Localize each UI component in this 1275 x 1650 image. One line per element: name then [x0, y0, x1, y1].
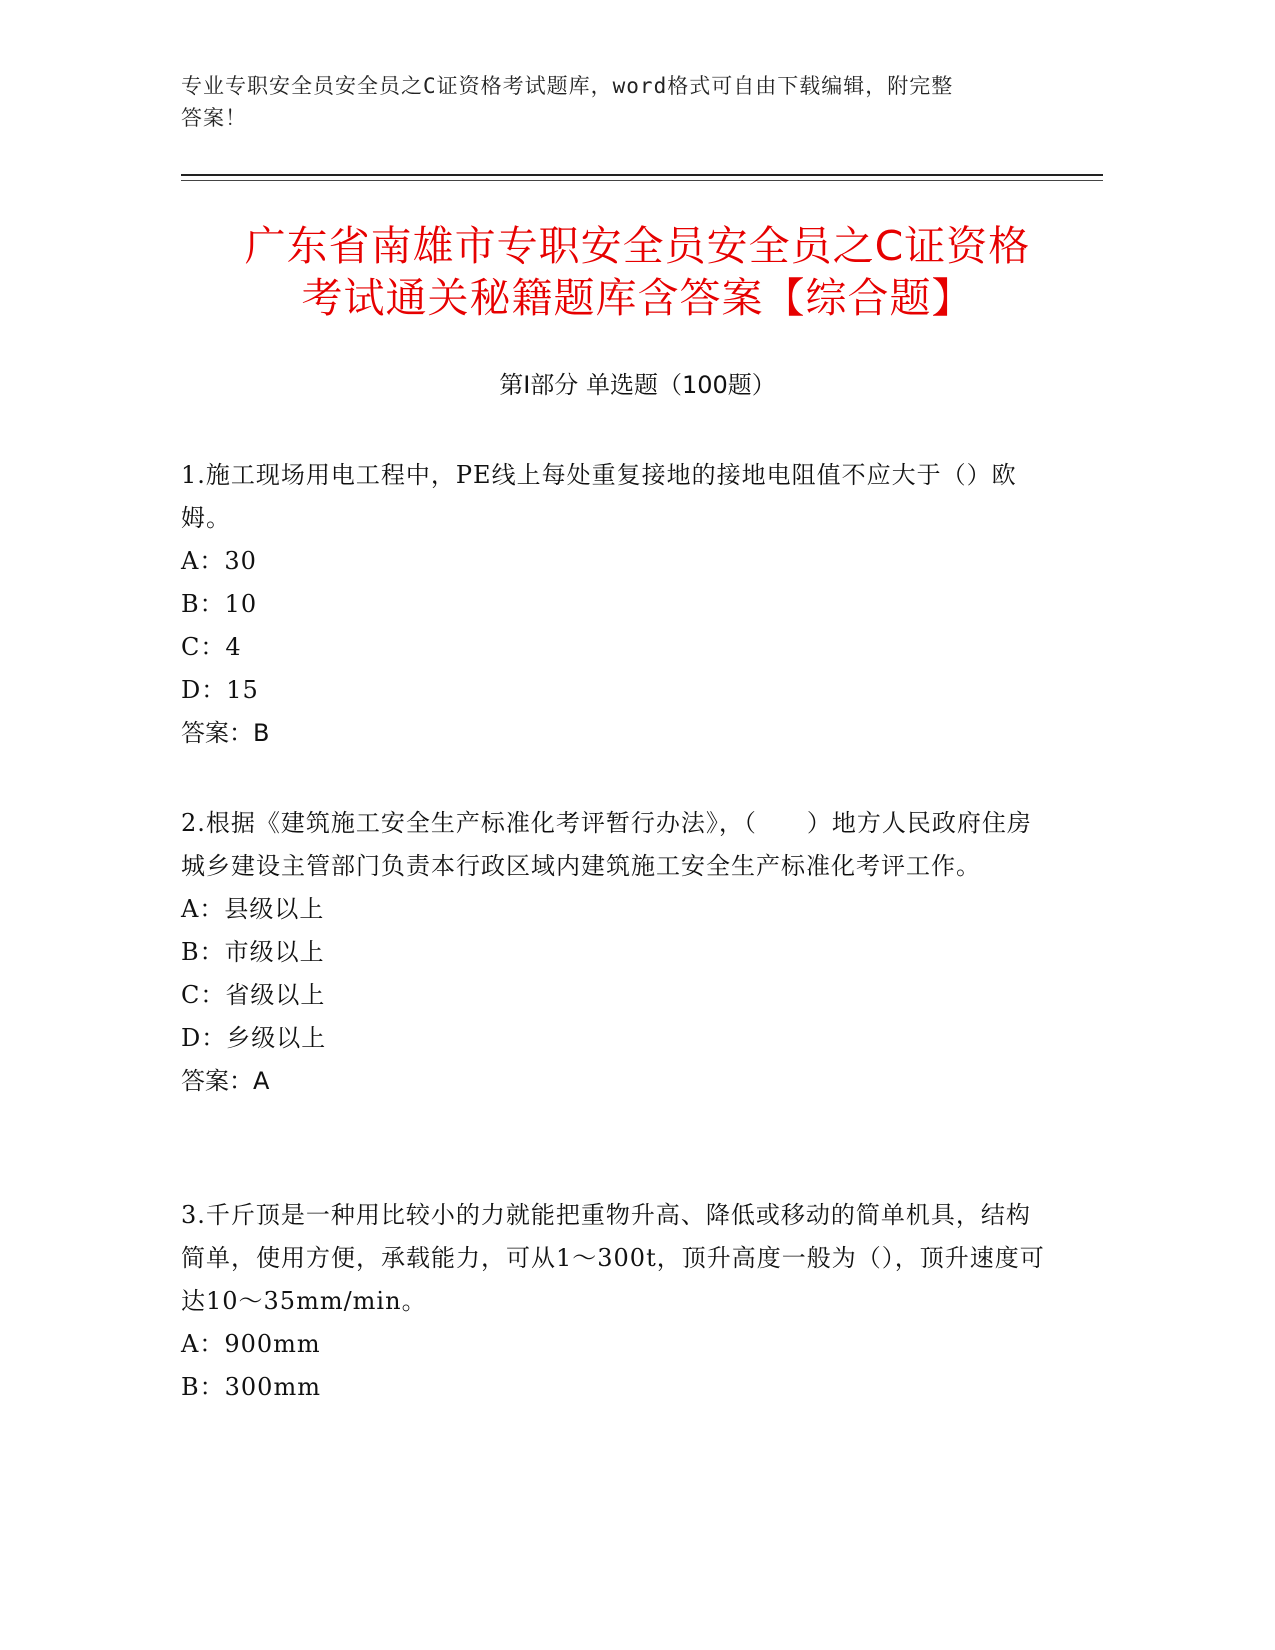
question-3-stem: 3.千斤顶是一种用比较小的力就能把重物升高、降低或移动的简单机具，结构简单，使用方便，承载能力，可从1～300t，顶升高度一般为（），顶升速度可达10～35mm/min。: [181, 1201, 1045, 1315]
header-divider-thick: [181, 174, 1103, 176]
question-3-option-a: A：900mm: [181, 1330, 321, 1358]
question-1-option-c: C：4: [181, 633, 242, 661]
question-1-answer: 答案：B: [181, 719, 270, 747]
header-divider-thin: [181, 180, 1103, 181]
document-title-line-1: 广东省南雄市专职安全员安全员之C证资格: [244, 222, 1031, 270]
question-1-option-a: A：30: [181, 547, 257, 575]
question-2: [181, 802, 1051, 1103]
question-2-option-a: A：县级以上: [181, 895, 325, 923]
question-1-option-d: D：15: [181, 676, 259, 704]
header-note-line-2: 答案！: [181, 106, 247, 130]
question-2-answer: 答案：A: [181, 1067, 270, 1095]
question-2-stem: 2.根据《建筑施工安全生产标准化考评暂行办法》，（ ）地方人民政府住房城乡建设主管部门负责本行政区域内建筑施工安全生产标准化考评工作。: [181, 809, 1032, 880]
question-3: [181, 1194, 1051, 1409]
document-title-line-2: 考试通关秘籍题库含答案【综合题】: [301, 274, 974, 322]
question-3-option-b: B：300mm: [181, 1373, 321, 1401]
header-note-line-1: 专业专职安全员安全员之C证资格考试题库，word格式可自由下载编辑，附完整: [181, 74, 954, 98]
question-1: [181, 454, 1051, 755]
question-1-option-b: B：10: [181, 590, 258, 618]
question-2-option-b: B：市级以上: [181, 938, 325, 966]
document-title: [150, 220, 1125, 324]
question-1-stem: 1.施工现场用电工程中，PE线上每处重复接地的接地电阻值不应大于（）欧姆。: [181, 461, 1017, 532]
header-note: [181, 70, 1061, 134]
question-2-option-c: C：省级以上: [181, 981, 326, 1009]
question-2-option-d: D：乡级以上: [181, 1024, 327, 1052]
section-heading: 第Ⅰ部分 单选题（100题）: [499, 371, 776, 399]
